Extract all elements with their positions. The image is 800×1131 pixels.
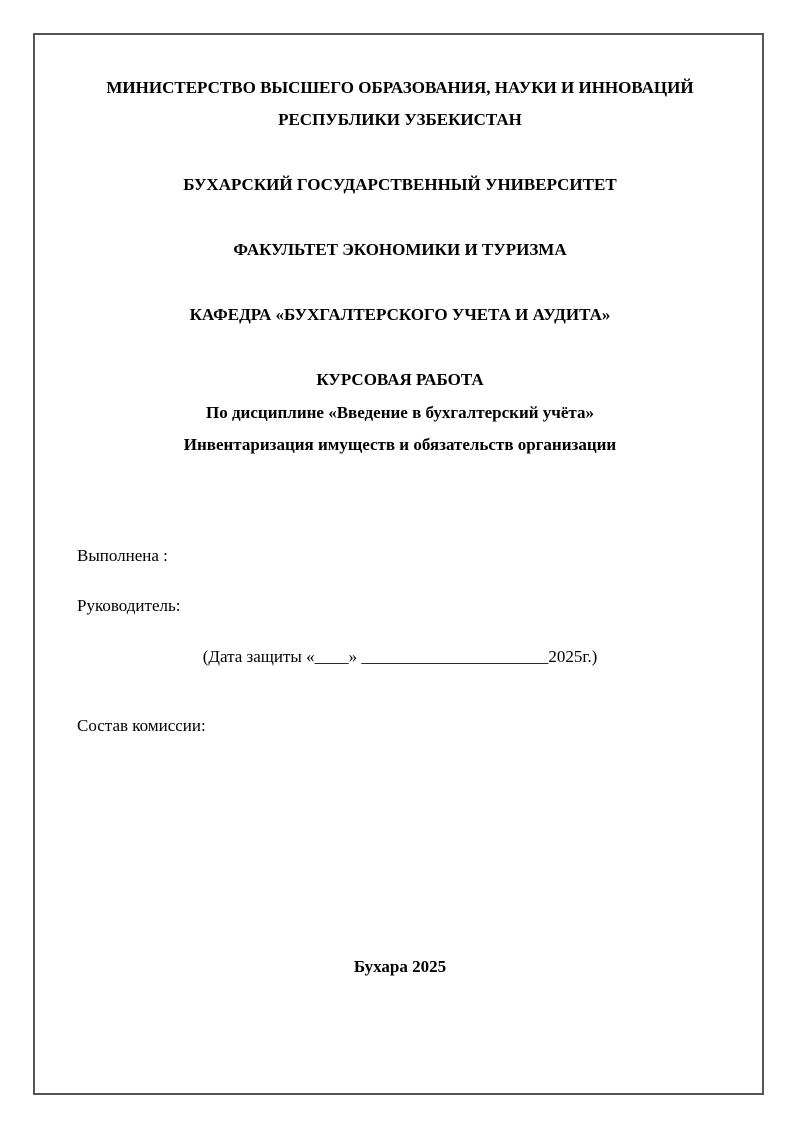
faculty-name: ФАКУЛЬТЕТ ЭКОНОМИКИ И ТУРИЗМА — [233, 240, 567, 259]
defense-date: (Дата защиты «____» ______________________2025г.) — [202, 647, 598, 666]
ministry-line-1: МИНИСТЕРСТВО ВЫСШЕГО ОБРАЗОВАНИЯ, НАУКИ И ИННОВАЦИЙ — [106, 78, 694, 97]
work-topic: Инвентаризация имуществ и обязательств организации — [183, 435, 617, 454]
discipline: По дисциплине «Введение в бухгалтерский учёта» — [205, 403, 594, 422]
city-year: Бухара 2025 — [353, 957, 447, 976]
ministry-line-2: РЕСПУБЛИКИ УЗБЕКИСТАН — [278, 110, 522, 129]
supervisor-label: Руководитель: — [77, 596, 181, 615]
university-name: БУХАРСКИЙ ГОСУДАРСТВЕННЫЙ УНИВЕРСИТЕТ — [183, 175, 617, 194]
department-name: КАФЕДРА «БУХГАЛТЕРСКОГО УЧЕТА И АУДИТА» — [189, 305, 611, 324]
work-type: КУРСОВАЯ РАБОТА — [316, 370, 484, 389]
commission-label: Состав комиссии: — [77, 716, 206, 735]
performed-by-label: Выполнена : — [77, 546, 168, 565]
